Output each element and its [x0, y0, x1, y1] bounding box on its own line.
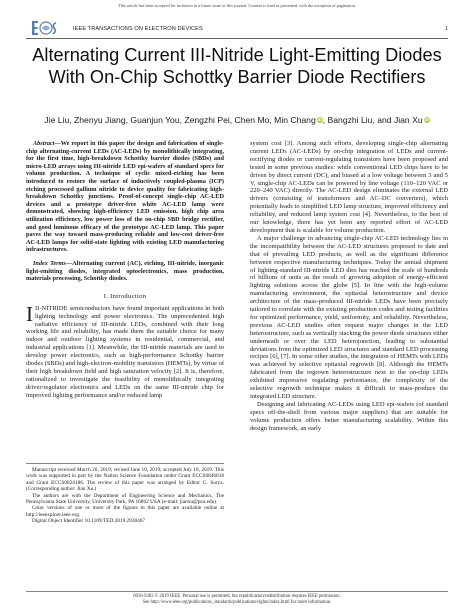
- section-heading: I. Introduction: [103, 292, 147, 300]
- index-terms-label: Index Terms: [33, 259, 66, 267]
- orcid-icon[interactable]: iD: [317, 117, 322, 122]
- footnote-affiliation: The authors are with the Department of Engineering Science and Mechanics, The Pennsylvania State University, University Park, PA 16802 USA (e-mail: jianxu@psu.edu).: [26, 492, 224, 506]
- journal-name: IEEE TRANSACTIONS ON ELECTRON DEVICES: [73, 26, 203, 32]
- right-column: [250, 140, 448, 433]
- index-terms: Index Terms—Alternating current (AC), etching, III-nitride, inorganic light-emitting diodes, integrated optoelectronics, mass production, materials processing, Schottky diodes.: [26, 259, 224, 283]
- copyright-notice: [26, 594, 448, 606]
- acceptance-notice: This article has been accepted for inclusion in a future issue of this journal. Content is final as presented, with the exception of pagination.: [118, 3, 356, 8]
- abstract: Abstract—We report in this paper the design and fabrication of single-chip alternating-current LEDs (AC-LEDs) by monolithically integrating, for the first time, high-breakdown Schottky barrier diodes (SBDs) and micro-LED arrays using III-nitride LED epi-wafers of standard specs for volume production. A technique of cyclic mixed-etching has been introduced to restore the surface of inductively coupled-plasma (ICP) etching processed gallium nitride to device quality for fabricating high-breakdown Schottky junctions. Proof-of-concept single-chip AC-LED devices and a prototype driver-free white AC-LED lamp were demonstrated, showing high-efficiency LED emission, high chip area utilization efficiency, low power loss of the on-chip SBD bridge rectifier, and good luminous efficacy of the prototype AC-LED lamp. This paper paves the way toward mass-producing reliable and low-cost driver-free AC-LED lamps for solid-state lighting with existing LED manufacturing infrastructures.: [26, 140, 224, 254]
- body-paragraph: A major challenge in advancing single-chip AC-LED technology lies in the incompatibility between the AC-LED structures proposed to date and that of prevailing LED products, as well as the significant difference between respective manufacturing techniques. Today the annual shipment of lighting-standard III-nitride LED dies has reached the scale of hundreds of billions of units as the result of growing adoption of energy-efficient lighting solutions across the globe [5]. In line with the high-volume manufacturing environment, the epitaxial heterostructure and device architecture of the mass-produced III-nitride LEDs have been precisely tailored to correlate with the existing production codes and testing facilities for optimized performance, yield, uniformity, and reliability. Nevertheless, previous AC-LED studies often request major changes in the LED heterostructure, such as vertically stacking the power diode structures either underneath or over the LED heterojunction, leading to substantial deviations from the optimized LED structures and standard LED processing recipes [6], [7]. In some other studies, the integration of HEMTs with LEDs was achieved by selective epitaxial regrowth [8]. Although the HEMTs fabricated from the regrown heterostructure next to the on-chip LEDs exhibited impressive regulating performance, the complexity of the selective regrowth technique makes it difficult to mass-produce the integrated LED structure.: [250, 234, 448, 400]
- page-number: 1: [444, 26, 448, 32]
- index-terms-text: Alternating current (AC), etching, III-nitride, inorganic light-emitting diodes, integrated optoelectronics, mass production, materials processing, Schottky diodes.: [26, 259, 224, 283]
- body-paragraph: system cost [3]. Among such efforts, developing single-chip alternating current LEDs (AC-LEDs) by on-chip integration of LEDs and current-rectifying diodes or current-regulating transistors have been proposed and tested in some previous studies: while conventional LED chips have to be driven by direct current (DC), and biased at a low voltage between 3 and 5 V, single-chip AC-LEDs can be powered by line voltage (110–120 VAC or 220–240 VAC) directly. The AC-LED design eliminates the external LED drivers (consisting of transformers and AC–DC converters), which potentially leads to simplified LED lamp structure, improved efficiency and reliability, and reduced lamp system cost [4]. Nevertheless, to the best of our knowledge, there has yet been any reported effort of AC-LED development that is scalable for volume production.: [250, 140, 448, 234]
- intro-text: II-NITRIDE semiconductors have found important applications in both lighting technology and power electronics. The unprecedented high radiative efficiency of III-nitride LEDs, combined with their long working life and reliability, has made them the suitable choice for many indoor and outdoor lighting systems in residential, commercial, and industrial applications [1]. Meanwhile, the III-nitride materials are used to develop power electronics, such as high-performance Schottky barrier diodes (SBDs) and high-electron-mobility transistors (HEMTs), by virtue of their high breakdown field and high saturation velocity [2]. It is, therefore, rationalized to investigate the feasibility of monolithically integrating driver/regulator electronics and LEDs on the same III-nitride chip for improved lighting performance and/or reduced lamp: [26, 304, 224, 399]
- intro-paragraph: [26, 301, 224, 400]
- footer-rule: [26, 591, 448, 592]
- drop-cap: I: [26, 301, 33, 326]
- footnote-manuscript: Manuscript received March 20, 2019; revised June 10, 2019; accepted July 10, 2019. This work was supported in part by the Nation Science Foundation under Grant ECCS0846018 and Grant ECCS0824186. The review of this paper was arranged by Editor C. Surya. (Corresponding author: Jian Xu.): [26, 467, 224, 493]
- ieee-eds-logo-icon: [26, 19, 66, 37]
- rights-link-line: See http://www.ieee.org/publications_standards/publications/rights/index.html for more information.: [142, 600, 332, 605]
- header-rule: [26, 38, 448, 39]
- abstract-text: We report in this paper the design and fabrication of single-chip alternating-current LEDs (AC-LEDs) by monolithically integrating, for the first time, high-breakdown Schottky barrier diodes (SBDs) and micro-LED arrays using III-nitride LED epi-wafers of standard specs for volume production. A technique of cyclic mixed-etching has been introduced to restore the surface of inductively coupled-plasma (ICP) etching processed gallium nitride to device quality for fabricating high-breakdown Schottky junctions. Proof-of-concept single-chip AC-LED devices and a prototype driver-free white AC-LED lamp were demonstrated, showing high-efficiency LED emission, high chip area utilization efficiency, low power loss of the on-chip SBD bridge rectifier, and good luminous efficacy of the prototype AC-LED lamp. This paper paves the way toward mass-producing reliable and low-cost driver-free AC-LED lamps for solid-state lighting with existing LED manufacturing infrastructures.: [26, 140, 224, 254]
- page-header: [26, 23, 448, 37]
- author-list: [26, 115, 448, 125]
- left-column: [26, 140, 224, 400]
- orcid-icon[interactable]: iD: [424, 117, 429, 122]
- paper-title: Alternating Current III-Nitride Light-Emitting Diodes With On-Chip Schottky Barrier Diode Rectifiers: [32, 45, 442, 87]
- footnote-color-versions: Color versions of one or more of the figures in this paper are available online at http://ieeexplore.ieee.org.: [26, 505, 224, 518]
- authors-part-2: , Bangzhi Liu, and Jian Xu: [322, 115, 423, 125]
- authors-part-1: Jie Liu, Zhenyu Jiang, Guanjun You, Zengzhi Pei, Chen Mo, Min Chang: [44, 115, 316, 125]
- footnote-area: [26, 463, 224, 525]
- abstract-label: Abstract: [33, 140, 55, 147]
- body-paragraph: Designing and fabricating AC-LEDs using LED epi-wafers (of standard specs off-the-shelf from various major suppliers) that are suitable for volume production offers better manufacturing scalability. Within this design framework, an early: [250, 400, 448, 432]
- footnote-doi: Digital Object Identifier 10.1109/TED.2019.2930467: [32, 518, 146, 525]
- copyright-line: 0018-9383 © 2019 IEEE. Personal use is permitted, but republication/redistribution requires IEEE permission.: [133, 594, 341, 599]
